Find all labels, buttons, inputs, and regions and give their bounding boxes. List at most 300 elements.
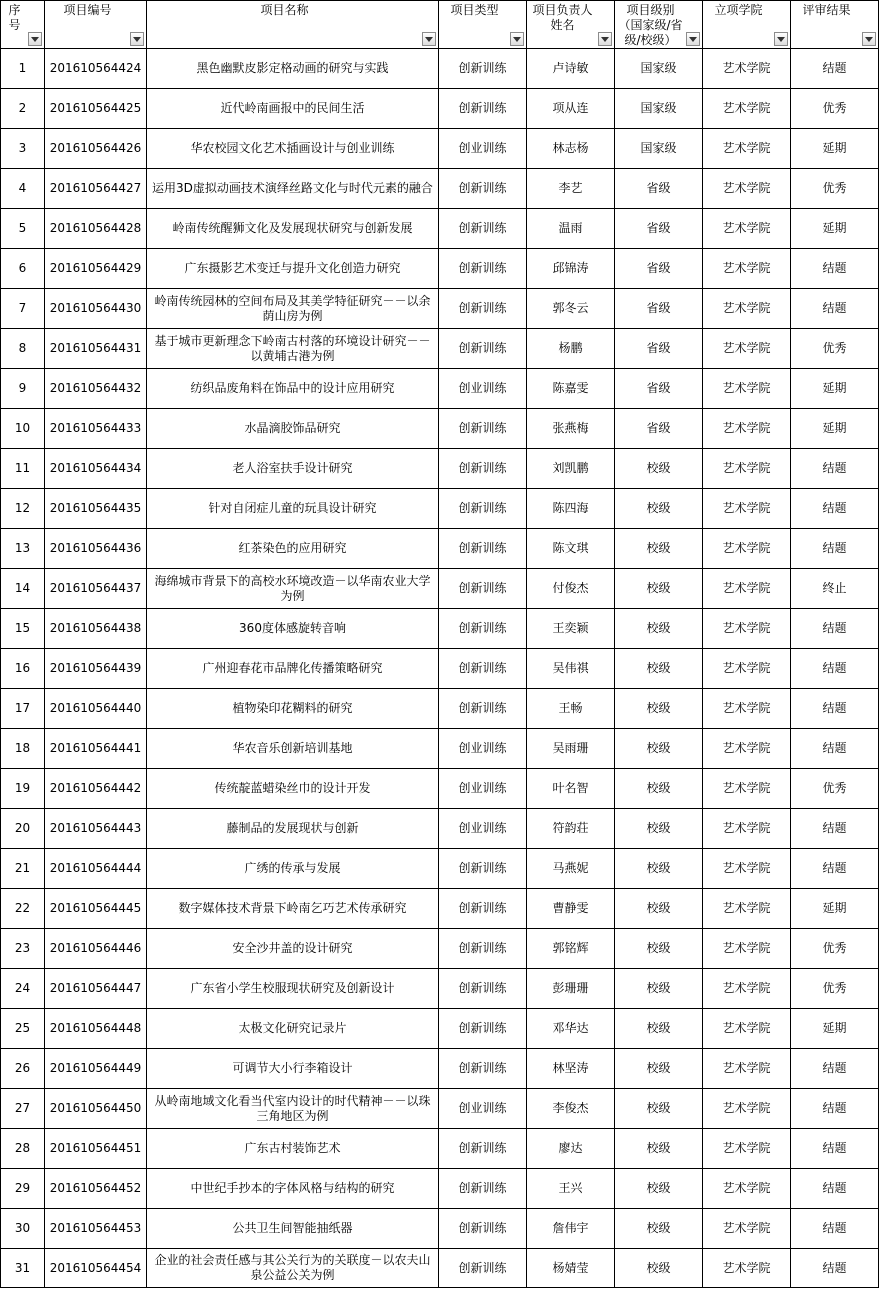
cell-seq[interactable]: 19 xyxy=(1,769,45,809)
cell-type[interactable]: 创新训练 xyxy=(439,969,527,1009)
cell-code[interactable]: 201610564445 xyxy=(45,889,147,929)
header-label: 项目级别（国家级/省级/校级） xyxy=(618,3,683,47)
header-code xyxy=(45,1,147,49)
cell-code[interactable]: 201610564431 xyxy=(45,329,147,369)
cell-leader[interactable]: 温雨 xyxy=(527,209,615,249)
cell-type[interactable]: 创新训练 xyxy=(439,49,527,89)
cell-type[interactable]: 创新训练 xyxy=(439,529,527,569)
cell-result[interactable]: 结题 xyxy=(791,1209,879,1249)
cell-leader[interactable]: 陈嘉雯 xyxy=(527,369,615,409)
cell-result[interactable]: 结题 xyxy=(791,289,879,329)
cell-level[interactable]: 校级 xyxy=(615,529,703,569)
cell-name[interactable]: 数字媒体技术背景下岭南乞巧艺术传承研究 xyxy=(147,889,439,929)
cell-leader[interactable]: 项从连 xyxy=(527,89,615,129)
cell-code[interactable]: 201610564449 xyxy=(45,1049,147,1089)
cell-result[interactable]: 结题 xyxy=(791,1249,879,1288)
cell-name[interactable]: 广东古村装饰艺术 xyxy=(147,1129,439,1169)
cell-seq[interactable]: 7 xyxy=(1,289,45,329)
cell-leader[interactable]: 曹静雯 xyxy=(527,889,615,929)
table-row xyxy=(1,449,879,489)
cell-seq[interactable]: 31 xyxy=(1,1249,45,1288)
cell-result[interactable]: 优秀 xyxy=(791,329,879,369)
cell-result[interactable]: 结题 xyxy=(791,1129,879,1169)
cell-type[interactable]: 创业训练 xyxy=(439,129,527,169)
cell-college[interactable]: 艺术学院 xyxy=(703,689,791,729)
cell-college[interactable]: 艺术学院 xyxy=(703,89,791,129)
cell-level[interactable]: 省级 xyxy=(615,289,703,329)
cell-seq[interactable]: 25 xyxy=(1,1009,45,1049)
cell-result[interactable]: 优秀 xyxy=(791,169,879,209)
cell-type[interactable]: 创业训练 xyxy=(439,729,527,769)
cell-seq[interactable]: 21 xyxy=(1,849,45,889)
header-label: 立项学院 xyxy=(714,3,763,17)
cell-result[interactable]: 延期 xyxy=(791,369,879,409)
cell-level[interactable]: 省级 xyxy=(615,209,703,249)
cell-result[interactable]: 优秀 xyxy=(791,929,879,969)
dropdown-arrow-icon[interactable] xyxy=(510,32,524,46)
table-row xyxy=(1,369,879,409)
cell-code[interactable]: 201610564451 xyxy=(45,1129,147,1169)
cell-level[interactable]: 校级 xyxy=(615,729,703,769)
header-label: 序号 xyxy=(8,3,21,32)
cell-leader[interactable]: 郭铭辉 xyxy=(527,929,615,969)
cell-name[interactable]: 传统靛蓝蜡染丝巾的设计开发 xyxy=(147,769,439,809)
table-row xyxy=(1,649,879,689)
dropdown-arrow-icon[interactable] xyxy=(686,32,700,46)
cell-seq[interactable]: 22 xyxy=(1,889,45,929)
cell-code[interactable]: 201610564440 xyxy=(45,689,147,729)
cell-type[interactable]: 创新训练 xyxy=(439,929,527,969)
cell-name[interactable]: 企业的社会责任感与其公关行为的关联度－以农夫山泉公益公关为例 xyxy=(147,1249,439,1288)
cell-result[interactable]: 结题 xyxy=(791,809,879,849)
table-row xyxy=(1,89,879,129)
header-row xyxy=(1,1,879,49)
cell-type[interactable]: 创业训练 xyxy=(439,1089,527,1129)
cell-result[interactable]: 延期 xyxy=(791,889,879,929)
cell-level[interactable]: 校级 xyxy=(615,649,703,689)
cell-name[interactable]: 华农音乐创新培训基地 xyxy=(147,729,439,769)
table-row xyxy=(1,609,879,649)
cell-leader[interactable]: 郭冬云 xyxy=(527,289,615,329)
cell-leader[interactable]: 马燕妮 xyxy=(527,849,615,889)
cell-result[interactable]: 结题 xyxy=(791,649,879,689)
table-row xyxy=(1,129,879,169)
table-row xyxy=(1,1209,879,1249)
cell-type[interactable]: 创新训练 xyxy=(439,169,527,209)
cell-result[interactable]: 优秀 xyxy=(791,769,879,809)
cell-leader[interactable]: 李艺 xyxy=(527,169,615,209)
cell-name[interactable]: 植物染印花糊料的研究 xyxy=(147,689,439,729)
cell-leader[interactable]: 刘凯鹏 xyxy=(527,449,615,489)
cell-result[interactable]: 结题 xyxy=(791,449,879,489)
cell-name[interactable]: 岭南传统醒狮文化及发展现状研究与创新发展 xyxy=(147,209,439,249)
cell-college[interactable]: 艺术学院 xyxy=(703,529,791,569)
cell-result[interactable]: 延期 xyxy=(791,129,879,169)
cell-code[interactable]: 201610564424 xyxy=(45,49,147,89)
table-row xyxy=(1,1249,879,1288)
cell-college[interactable]: 艺术学院 xyxy=(703,609,791,649)
cell-code[interactable]: 201610564426 xyxy=(45,129,147,169)
cell-leader[interactable]: 符韵荘 xyxy=(527,809,615,849)
cell-college[interactable]: 艺术学院 xyxy=(703,1209,791,1249)
table-row xyxy=(1,169,879,209)
cell-seq[interactable]: 30 xyxy=(1,1209,45,1249)
cell-seq[interactable]: 14 xyxy=(1,569,45,609)
cell-leader[interactable]: 杨婧莹 xyxy=(527,1249,615,1288)
cell-name[interactable]: 太极文化研究记录片 xyxy=(147,1009,439,1049)
table-row xyxy=(1,489,879,529)
dropdown-arrow-icon[interactable] xyxy=(422,32,436,46)
cell-code[interactable]: 201610564427 xyxy=(45,169,147,209)
cell-name[interactable]: 中世纪手抄本的字体风格与结构的研究 xyxy=(147,1169,439,1209)
cell-level[interactable]: 校级 xyxy=(615,1129,703,1169)
cell-seq[interactable]: 18 xyxy=(1,729,45,769)
dropdown-arrow-icon[interactable] xyxy=(774,32,788,46)
cell-college[interactable]: 艺术学院 xyxy=(703,1009,791,1049)
cell-type[interactable]: 创新训练 xyxy=(439,289,527,329)
cell-leader[interactable]: 王兴 xyxy=(527,1169,615,1209)
dropdown-arrow-icon[interactable] xyxy=(130,32,144,46)
cell-code[interactable]: 201610564430 xyxy=(45,289,147,329)
cell-level[interactable]: 校级 xyxy=(615,689,703,729)
cell-college[interactable]: 艺术学院 xyxy=(703,569,791,609)
cell-leader[interactable]: 卢诗敏 xyxy=(527,49,615,89)
cell-seq[interactable]: 12 xyxy=(1,489,45,529)
header-label: 项目编号 xyxy=(63,3,112,17)
table-row xyxy=(1,289,879,329)
cell-result[interactable]: 结题 xyxy=(791,729,879,769)
cell-college[interactable]: 艺术学院 xyxy=(703,49,791,89)
cell-name[interactable]: 水晶滴胶饰品研究 xyxy=(147,409,439,449)
cell-name[interactable]: 黑色幽默皮影定格动画的研究与实践 xyxy=(147,49,439,89)
table-row xyxy=(1,529,879,569)
cell-code[interactable]: 201610564453 xyxy=(45,1209,147,1249)
cell-code[interactable]: 201610564448 xyxy=(45,1009,147,1049)
cell-name[interactable]: 从岭南地域文化看当代室内设计的时代精神－－以珠三角地区为例 xyxy=(147,1089,439,1129)
dropdown-arrow-icon[interactable] xyxy=(862,32,876,46)
table-row xyxy=(1,1089,879,1129)
cell-leader[interactable]: 陈四海 xyxy=(527,489,615,529)
cell-college[interactable]: 艺术学院 xyxy=(703,649,791,689)
header-college xyxy=(703,1,791,49)
cell-leader[interactable]: 张燕梅 xyxy=(527,409,615,449)
cell-type[interactable]: 创新训练 xyxy=(439,209,527,249)
cell-seq[interactable]: 6 xyxy=(1,249,45,289)
table-row xyxy=(1,249,879,289)
header-label: 评审结果 xyxy=(802,3,851,17)
table-row xyxy=(1,1169,879,1209)
cell-type[interactable]: 创新训练 xyxy=(439,489,527,529)
cell-level[interactable]: 校级 xyxy=(615,569,703,609)
cell-seq[interactable]: 11 xyxy=(1,449,45,489)
cell-type[interactable]: 创新训练 xyxy=(439,1009,527,1049)
cell-level[interactable]: 校级 xyxy=(615,1209,703,1249)
cell-level[interactable]: 国家级 xyxy=(615,49,703,89)
cell-leader[interactable]: 林志杨 xyxy=(527,129,615,169)
cell-code[interactable]: 201610564436 xyxy=(45,529,147,569)
cell-type[interactable]: 创新训练 xyxy=(439,689,527,729)
cell-college[interactable]: 艺术学院 xyxy=(703,169,791,209)
cell-result[interactable]: 结题 xyxy=(791,689,879,729)
table-row xyxy=(1,889,879,929)
cell-level[interactable]: 省级 xyxy=(615,169,703,209)
cell-name[interactable]: 广东省小学生校服现状研究及创新设计 xyxy=(147,969,439,1009)
cell-college[interactable]: 艺术学院 xyxy=(703,889,791,929)
cell-type[interactable]: 创新训练 xyxy=(439,889,527,929)
cell-college[interactable]: 艺术学院 xyxy=(703,449,791,489)
cell-college[interactable]: 艺术学院 xyxy=(703,929,791,969)
cell-leader[interactable]: 邱锦涛 xyxy=(527,249,615,289)
cell-name[interactable]: 基于城市更新理念下岭南古村落的环境设计研究－－以黄埔古港为例 xyxy=(147,329,439,369)
cell-code[interactable]: 201610564447 xyxy=(45,969,147,1009)
cell-level[interactable]: 校级 xyxy=(615,1009,703,1049)
cell-name[interactable]: 华农校园文化艺术插画设计与创业训练 xyxy=(147,129,439,169)
cell-code[interactable]: 201610564434 xyxy=(45,449,147,489)
cell-level[interactable]: 校级 xyxy=(615,609,703,649)
cell-result[interactable]: 结题 xyxy=(791,49,879,89)
cell-type[interactable]: 创新训练 xyxy=(439,1169,527,1209)
cell-level[interactable]: 国家级 xyxy=(615,129,703,169)
cell-level[interactable]: 校级 xyxy=(615,1249,703,1288)
header-label: 项目负责人姓名 xyxy=(532,3,593,32)
cell-name[interactable]: 广东摄影艺术变迁与提升文化创造力研究 xyxy=(147,249,439,289)
cell-type[interactable]: 创新训练 xyxy=(439,649,527,689)
cell-college[interactable]: 艺术学院 xyxy=(703,409,791,449)
table-body xyxy=(1,49,879,1288)
cell-level[interactable]: 校级 xyxy=(615,849,703,889)
cell-leader[interactable]: 杨鹏 xyxy=(527,329,615,369)
cell-seq[interactable]: 29 xyxy=(1,1169,45,1209)
cell-seq[interactable]: 3 xyxy=(1,129,45,169)
cell-name[interactable]: 藤制品的发展现状与创新 xyxy=(147,809,439,849)
cell-type[interactable]: 创新训练 xyxy=(439,329,527,369)
cell-college[interactable]: 艺术学院 xyxy=(703,249,791,289)
cell-name[interactable]: 360度体感旋转音响 xyxy=(147,609,439,649)
cell-name[interactable]: 岭南传统园林的空间布局及其美学特征研究－－以余荫山房为例 xyxy=(147,289,439,329)
cell-code[interactable]: 201610564429 xyxy=(45,249,147,289)
cell-leader[interactable]: 王畅 xyxy=(527,689,615,729)
cell-name[interactable]: 公共卫生间智能抽纸器 xyxy=(147,1209,439,1249)
cell-seq[interactable]: 9 xyxy=(1,369,45,409)
cell-type[interactable]: 创业训练 xyxy=(439,369,527,409)
table-row xyxy=(1,569,879,609)
cell-type[interactable]: 创新训练 xyxy=(439,849,527,889)
cell-seq[interactable]: 4 xyxy=(1,169,45,209)
cell-result[interactable]: 结题 xyxy=(791,1169,879,1209)
cell-code[interactable]: 201610564452 xyxy=(45,1169,147,1209)
cell-leader[interactable]: 吴雨珊 xyxy=(527,729,615,769)
cell-type[interactable]: 创新训练 xyxy=(439,249,527,289)
cell-college[interactable]: 艺术学院 xyxy=(703,1129,791,1169)
cell-result[interactable]: 结题 xyxy=(791,1089,879,1129)
table-row xyxy=(1,49,879,89)
cell-type[interactable]: 创新训练 xyxy=(439,1049,527,1089)
cell-type[interactable]: 创新训练 xyxy=(439,1249,527,1288)
cell-seq[interactable]: 17 xyxy=(1,689,45,729)
cell-level[interactable]: 校级 xyxy=(615,449,703,489)
cell-name[interactable]: 近代岭南画报中的民间生活 xyxy=(147,89,439,129)
cell-result[interactable]: 延期 xyxy=(791,209,879,249)
cell-level[interactable]: 省级 xyxy=(615,329,703,369)
cell-result[interactable]: 优秀 xyxy=(791,89,879,129)
cell-result[interactable]: 延期 xyxy=(791,409,879,449)
cell-type[interactable]: 创新训练 xyxy=(439,409,527,449)
table-row xyxy=(1,809,879,849)
cell-college[interactable]: 艺术学院 xyxy=(703,849,791,889)
cell-type[interactable]: 创新训练 xyxy=(439,449,527,489)
cell-name[interactable]: 针对自闭症儿童的玩具设计研究 xyxy=(147,489,439,529)
cell-type[interactable]: 创业训练 xyxy=(439,769,527,809)
cell-result[interactable]: 终止 xyxy=(791,569,879,609)
cell-seq[interactable]: 26 xyxy=(1,1049,45,1089)
cell-leader[interactable]: 邓华达 xyxy=(527,1009,615,1049)
cell-name[interactable]: 纺织品废角料在饰品中的设计应用研究 xyxy=(147,369,439,409)
cell-seq[interactable]: 27 xyxy=(1,1089,45,1129)
header-type xyxy=(439,1,527,49)
table-row xyxy=(1,1009,879,1049)
cell-college[interactable]: 艺术学院 xyxy=(703,729,791,769)
table-row xyxy=(1,969,879,1009)
cell-code[interactable]: 201610564433 xyxy=(45,409,147,449)
cell-leader[interactable]: 王奕颖 xyxy=(527,609,615,649)
cell-leader[interactable]: 林坚涛 xyxy=(527,1049,615,1089)
cell-code[interactable]: 201610564432 xyxy=(45,369,147,409)
table-row xyxy=(1,1129,879,1169)
table-row xyxy=(1,329,879,369)
cell-level[interactable]: 校级 xyxy=(615,889,703,929)
cell-code[interactable]: 201610564442 xyxy=(45,769,147,809)
cell-college[interactable]: 艺术学院 xyxy=(703,289,791,329)
cell-college[interactable]: 艺术学院 xyxy=(703,209,791,249)
cell-seq[interactable]: 20 xyxy=(1,809,45,849)
header-level xyxy=(615,1,703,49)
cell-name[interactable]: 广绣的传承与发展 xyxy=(147,849,439,889)
cell-level[interactable]: 校级 xyxy=(615,809,703,849)
cell-college[interactable]: 艺术学院 xyxy=(703,1089,791,1129)
cell-type[interactable]: 创新训练 xyxy=(439,1129,527,1169)
cell-seq[interactable]: 23 xyxy=(1,929,45,969)
table-row xyxy=(1,929,879,969)
cell-name[interactable]: 红茶染色的应用研究 xyxy=(147,529,439,569)
cell-name[interactable]: 老人浴室扶手设计研究 xyxy=(147,449,439,489)
cell-result[interactable]: 结题 xyxy=(791,609,879,649)
cell-seq[interactable]: 10 xyxy=(1,409,45,449)
cell-code[interactable]: 201610564437 xyxy=(45,569,147,609)
cell-level[interactable]: 校级 xyxy=(615,929,703,969)
cell-level[interactable]: 校级 xyxy=(615,969,703,1009)
cell-leader[interactable]: 廖达 xyxy=(527,1129,615,1169)
cell-result[interactable]: 结题 xyxy=(791,489,879,529)
table-row xyxy=(1,849,879,889)
cell-level[interactable]: 国家级 xyxy=(615,89,703,129)
cell-result[interactable]: 延期 xyxy=(791,1009,879,1049)
cell-result[interactable]: 结题 xyxy=(791,529,879,569)
cell-leader[interactable]: 吴伟祺 xyxy=(527,649,615,689)
cell-seq[interactable]: 1 xyxy=(1,49,45,89)
header-name xyxy=(147,1,439,49)
cell-level[interactable]: 省级 xyxy=(615,369,703,409)
dropdown-arrow-icon[interactable] xyxy=(28,32,42,46)
table-row xyxy=(1,209,879,249)
cell-seq[interactable]: 24 xyxy=(1,969,45,1009)
cell-college[interactable]: 艺术学院 xyxy=(703,129,791,169)
cell-college[interactable]: 艺术学院 xyxy=(703,1049,791,1089)
cell-college[interactable]: 艺术学院 xyxy=(703,969,791,1009)
cell-leader[interactable]: 詹伟宇 xyxy=(527,1209,615,1249)
cell-college[interactable]: 艺术学院 xyxy=(703,1169,791,1209)
cell-code[interactable]: 201610564443 xyxy=(45,809,147,849)
header-label: 项目名称 xyxy=(260,3,309,17)
cell-leader[interactable]: 付俊杰 xyxy=(527,569,615,609)
cell-name[interactable]: 运用3D虚拟动画技术演绎丝路文化与时代元素的融合 xyxy=(147,169,439,209)
cell-type[interactable]: 创新训练 xyxy=(439,1209,527,1249)
cell-type[interactable]: 创业训练 xyxy=(439,809,527,849)
dropdown-arrow-icon[interactable] xyxy=(598,32,612,46)
cell-college[interactable]: 艺术学院 xyxy=(703,809,791,849)
cell-code[interactable]: 201610564435 xyxy=(45,489,147,529)
cell-result[interactable]: 结题 xyxy=(791,1049,879,1089)
cell-level[interactable]: 校级 xyxy=(615,1169,703,1209)
cell-seq[interactable]: 15 xyxy=(1,609,45,649)
cell-level[interactable]: 校级 xyxy=(615,769,703,809)
cell-name[interactable]: 可调节大小行李箱设计 xyxy=(147,1049,439,1089)
cell-level[interactable]: 省级 xyxy=(615,409,703,449)
cell-type[interactable]: 创新训练 xyxy=(439,569,527,609)
cell-seq[interactable]: 8 xyxy=(1,329,45,369)
cell-result[interactable]: 优秀 xyxy=(791,969,879,1009)
cell-college[interactable]: 艺术学院 xyxy=(703,1249,791,1288)
cell-name[interactable]: 安全沙井盖的设计研究 xyxy=(147,929,439,969)
cell-college[interactable]: 艺术学院 xyxy=(703,489,791,529)
cell-code[interactable]: 201610564441 xyxy=(45,729,147,769)
cell-type[interactable]: 创新训练 xyxy=(439,89,527,129)
cell-seq[interactable]: 28 xyxy=(1,1129,45,1169)
cell-code[interactable]: 201610564425 xyxy=(45,89,147,129)
cell-leader[interactable]: 陈文琪 xyxy=(527,529,615,569)
cell-result[interactable]: 结题 xyxy=(791,249,879,289)
cell-code[interactable]: 201610564438 xyxy=(45,609,147,649)
cell-level[interactable]: 省级 xyxy=(615,249,703,289)
header-leader xyxy=(527,1,615,49)
cell-code[interactable]: 201610564444 xyxy=(45,849,147,889)
cell-type[interactable]: 创新训练 xyxy=(439,609,527,649)
table-row xyxy=(1,1049,879,1089)
cell-code[interactable]: 201610564454 xyxy=(45,1249,147,1288)
cell-seq[interactable]: 5 xyxy=(1,209,45,249)
table-row xyxy=(1,729,879,769)
cell-seq[interactable]: 13 xyxy=(1,529,45,569)
cell-leader[interactable]: 李俊杰 xyxy=(527,1089,615,1129)
cell-college[interactable]: 艺术学院 xyxy=(703,769,791,809)
cell-college[interactable]: 艺术学院 xyxy=(703,369,791,409)
cell-name[interactable]: 海绵城市背景下的高校水环境改造－以华南农业大学为例 xyxy=(147,569,439,609)
cell-college[interactable]: 艺术学院 xyxy=(703,329,791,369)
cell-leader[interactable]: 彭珊珊 xyxy=(527,969,615,1009)
cell-name[interactable]: 广州迎春花市品牌化传播策略研究 xyxy=(147,649,439,689)
cell-code[interactable]: 201610564439 xyxy=(45,649,147,689)
cell-level[interactable]: 校级 xyxy=(615,489,703,529)
cell-level[interactable]: 校级 xyxy=(615,1049,703,1089)
cell-seq[interactable]: 2 xyxy=(1,89,45,129)
cell-code[interactable]: 201610564446 xyxy=(45,929,147,969)
cell-result[interactable]: 结题 xyxy=(791,849,879,889)
cell-code[interactable]: 201610564450 xyxy=(45,1089,147,1129)
cell-seq[interactable]: 16 xyxy=(1,649,45,689)
table-row xyxy=(1,769,879,809)
cell-leader[interactable]: 叶名智 xyxy=(527,769,615,809)
cell-code[interactable]: 201610564428 xyxy=(45,209,147,249)
cell-level[interactable]: 校级 xyxy=(615,1089,703,1129)
